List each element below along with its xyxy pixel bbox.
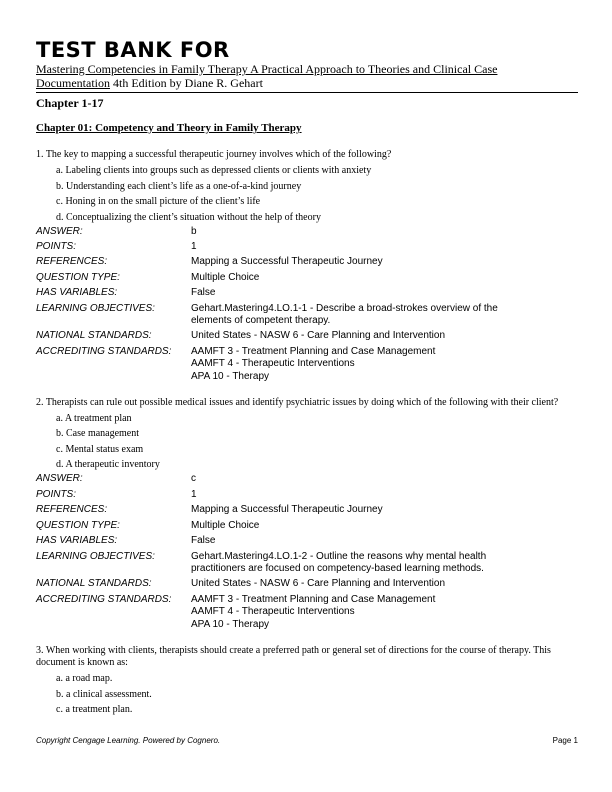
answer-row: ANSWER: b xyxy=(36,226,578,238)
references-row: REFERENCES: Mapping a Successful Therapeutic Journey xyxy=(36,504,578,516)
question-1 xyxy=(36,149,578,383)
page-footer xyxy=(36,736,578,746)
option-a: a. A treatment plan xyxy=(56,412,132,424)
accrediting-standards-value: AAMFT 3 - Treatment Planning and Case Management AAMFT 4 - Therapeutic Interventions APA 10 - Therapy xyxy=(191,345,436,382)
accrediting-standards-row: ACCREDITING STANDARDS: AAMFT 3 - Treatment Planning and Case Management AAMFT 4 - Therapeutic Interventions APA 10 - Therapy xyxy=(36,594,578,631)
learning-objectives-value: Gehart.Mastering4.LO.1-2 - Outline the reasons why mental health practitioners are focused on competency-based learning methods. xyxy=(191,550,487,574)
option-a: a. Labeling clients into groups such as depressed clients or clients with anxiety xyxy=(56,165,372,176)
learning-objectives-row: LEARNING OBJECTIVES: Gehart.Mastering4.LO.1-1 - Describe a broad-strokes overview of the elements of competent therapy. xyxy=(36,303,578,328)
chapter-range: Chapter 1-17 xyxy=(36,96,104,110)
national-standards-row: NATIONAL STANDARDS: United States - NASW 6 - Care Planning and Intervention xyxy=(36,578,578,590)
option-b: b. Understanding each client’s life as a one-of-a-kind journey xyxy=(56,180,302,192)
accrediting-standards-value: AAMFT 3 - Treatment Planning and Case Management AAMFT 4 - Therapeutic Interventions APA 10 - Therapy xyxy=(191,593,436,630)
learning-objectives-row: LEARNING OBJECTIVES: Gehart.Mastering4.LO.1-2 - Outline the reasons why mental health practitioners are focused on competency-based learning methods. xyxy=(36,551,578,576)
question-text: 3. When working with clients, therapists should create a preferred path or general set of directions for the course of therapy. This document is known as: xyxy=(36,644,551,669)
book-title-line-1: Mastering Competencies in Family Therapy A Practical Approach to Theories and Clinical Case xyxy=(36,62,498,76)
points-value: 1 xyxy=(191,488,197,500)
option-a: a. a road map. xyxy=(56,673,113,685)
references-value: Mapping a Successful Therapeutic Journey xyxy=(191,504,383,516)
question-type-row: QUESTION TYPE: Multiple Choice xyxy=(36,272,578,284)
book-edition-author: 4th Edition by Diane R. Gehart xyxy=(109,75,263,90)
option-c: c. Mental status exam xyxy=(56,443,144,455)
points-value: 1 xyxy=(191,240,197,252)
question-metadata xyxy=(36,226,578,383)
answer-row: ANSWER: c xyxy=(36,473,578,485)
has-variables-value: False xyxy=(191,535,216,547)
question-metadata xyxy=(36,473,578,630)
option-c: c. Honing in on the small picture of the client’s life xyxy=(56,196,261,207)
learning-objectives-value: Gehart.Mastering4.LO.1-1 - Describe a broad-strokes overview of the elements of competent therapy. xyxy=(191,302,498,326)
test-bank-banner: TEST BANK FOR xyxy=(36,38,230,62)
chapter-title: Chapter 01: Competency and Theory in Family Therapy xyxy=(36,122,302,134)
book-title xyxy=(36,63,578,93)
references-value: Mapping a Successful Therapeutic Journey xyxy=(191,256,383,268)
book-title-line-2: Documentation xyxy=(36,75,110,90)
has-variables-value: False xyxy=(191,287,216,299)
points-row: POINTS: 1 xyxy=(36,241,578,253)
option-b: b. a clinical assessment. xyxy=(56,688,152,700)
document-page xyxy=(36,38,578,716)
references-row: REFERENCES: Mapping a Successful Therapeutic Journey xyxy=(36,256,578,268)
question-type-value: Multiple Choice xyxy=(191,271,260,283)
national-standards-value: United States - NASW 6 - Care Planning and Intervention xyxy=(191,578,446,590)
has-variables-row: HAS VARIABLES: False xyxy=(36,287,578,299)
copyright-notice: Copyright Cengage Learning. Powered by Cognero. xyxy=(36,736,221,745)
has-variables-row: HAS VARIABLES: False xyxy=(36,535,578,547)
national-standards-value: United States - NASW 6 - Care Planning and Intervention xyxy=(191,330,446,342)
points-row: POINTS: 1 xyxy=(36,489,578,501)
page-number: Page 1 xyxy=(552,736,578,745)
answer-value: c xyxy=(191,473,196,485)
accrediting-standards-row: ACCREDITING STANDARDS: AAMFT 3 - Treatment Planning and Case Management AAMFT 4 - Therapeutic Interventions APA 10 - Therapy xyxy=(36,346,578,383)
national-standards-row: NATIONAL STANDARDS: United States - NASW 6 - Care Planning and Intervention xyxy=(36,330,578,342)
option-b: b. Case management xyxy=(56,428,140,440)
question-text: 1. The key to mapping a successful therapeutic journey involves which of the following? xyxy=(36,149,392,160)
question-type-row: QUESTION TYPE: Multiple Choice xyxy=(36,520,578,532)
question-type-value: Multiple Choice xyxy=(191,519,260,531)
question-text: 2. Therapists can rule out possible medical issues and identify psychiatric issues by doing which of the following with their client? xyxy=(36,396,559,408)
answer-value: b xyxy=(191,225,197,237)
option-d: d. Conceptualizing the client’s situation without the help of theory xyxy=(56,211,321,223)
question-2 xyxy=(36,397,578,631)
option-d: d. A therapeutic inventory xyxy=(56,459,160,471)
question-3 xyxy=(36,645,578,717)
option-c: c. a treatment plan. xyxy=(56,704,133,716)
